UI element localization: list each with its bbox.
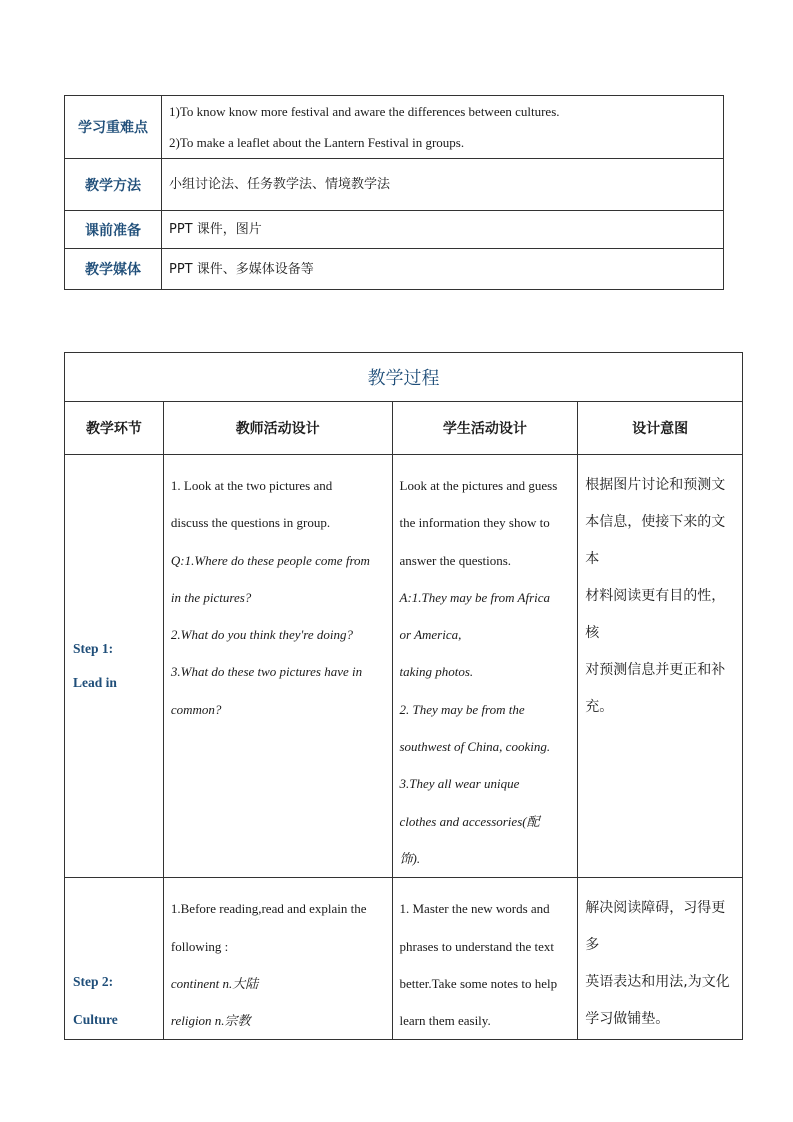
intent-line: 英语表达和用法,为文化 bbox=[585, 974, 730, 991]
student-line: phrases to understand the text bbox=[399, 938, 555, 954]
teacher-activity bbox=[163, 455, 392, 878]
intent-line: 充。 bbox=[585, 699, 614, 715]
student-line: better.Take some notes to help bbox=[399, 975, 558, 991]
teacher-activity bbox=[163, 878, 392, 1040]
student-line: southwest of China, cooking. bbox=[399, 739, 551, 755]
teacher-line: 3.What do these two pictures have in bbox=[170, 664, 363, 680]
header-student: 学生活动设计 bbox=[392, 402, 578, 455]
student-line: Look at the pictures and guess bbox=[399, 478, 558, 493]
step-cell bbox=[65, 878, 164, 1040]
prep-label: 课前准备 bbox=[65, 211, 162, 249]
intent-line: 材料阅读更有目的性，核 bbox=[585, 588, 726, 641]
overview-table bbox=[64, 95, 724, 290]
step-number: Step 2: bbox=[73, 974, 114, 990]
step-number: Step 1: bbox=[73, 641, 114, 657]
header-teacher: 教师活动设计 bbox=[163, 402, 392, 455]
intent-line: 对预测信息并更正和补 bbox=[585, 662, 726, 678]
intent-line: 学习做铺垫。 bbox=[585, 1011, 670, 1028]
student-line: the information they show to bbox=[399, 515, 550, 531]
step-cell bbox=[65, 455, 164, 878]
table-row bbox=[65, 455, 743, 878]
teacher-line: Q:1.Where do these people come from bbox=[170, 552, 370, 568]
method-value: 小组讨论法、任务教学法、情境教学法 bbox=[162, 159, 724, 211]
teacher-line: following : bbox=[170, 938, 229, 954]
method-label: 教学方法 bbox=[65, 159, 162, 211]
teacher-line: discuss the questions in group. bbox=[170, 515, 331, 531]
teacher-line: 2.What do you think they're doing? bbox=[170, 627, 353, 643]
student-line: learn them easily. bbox=[399, 1013, 491, 1029]
key-point-1: 1)To know know more festival and aware the differences between cultures. bbox=[169, 104, 560, 119]
student-line: or America, bbox=[399, 627, 462, 643]
student-line: A:1.They may be from Africa bbox=[399, 589, 551, 605]
design-intent bbox=[578, 455, 743, 878]
intent-line: 解决阅读障碍，习得更多 bbox=[585, 900, 726, 954]
prep-value: PPT 课件，图片 bbox=[162, 211, 724, 249]
key-point-2: 2)To make a leaflet about the Lantern Festival in groups. bbox=[169, 135, 465, 150]
student-activity bbox=[392, 878, 578, 1040]
student-line: 2. They may be from the bbox=[399, 701, 525, 717]
teacher-line: in the pictures? bbox=[170, 589, 252, 605]
table-row bbox=[65, 878, 743, 1040]
design-intent bbox=[578, 878, 743, 1040]
intent-line: 根据图片讨论和预测文 bbox=[585, 477, 726, 493]
media-label: 教学媒体 bbox=[65, 249, 162, 290]
step-name: Culture bbox=[73, 1012, 118, 1028]
teacher-line: 1.Before reading,read and explain the bbox=[170, 901, 367, 917]
header-intent: 设计意图 bbox=[578, 402, 743, 455]
student-line: 1. Master the new words and bbox=[399, 901, 550, 917]
process-table bbox=[64, 352, 743, 1040]
intent-line: 本信息，使接下来的文本 bbox=[585, 514, 726, 567]
key-points-label: 学习重难点 bbox=[65, 96, 162, 159]
student-line: clothes and accessories(配 bbox=[399, 813, 540, 829]
key-points-value bbox=[162, 96, 724, 159]
teacher-line: continent n.大陆 bbox=[170, 975, 259, 991]
step-name: Lead in bbox=[73, 675, 117, 691]
student-line: taking photos. bbox=[399, 664, 474, 680]
student-line: answer the questions. bbox=[399, 552, 512, 568]
student-line: 3.They all wear unique bbox=[399, 776, 520, 792]
teacher-line: religion n.宗教 bbox=[170, 1013, 251, 1029]
header-stage: 教学环节 bbox=[65, 402, 164, 455]
media-value: PPT 课件、多媒体设备等 bbox=[162, 249, 724, 290]
teacher-line: 1. Look at the two pictures and bbox=[170, 478, 333, 493]
teacher-line: common? bbox=[170, 701, 222, 717]
student-line: 饰). bbox=[399, 850, 421, 866]
student-activity bbox=[392, 455, 578, 878]
process-title: 教学过程 bbox=[65, 353, 743, 402]
